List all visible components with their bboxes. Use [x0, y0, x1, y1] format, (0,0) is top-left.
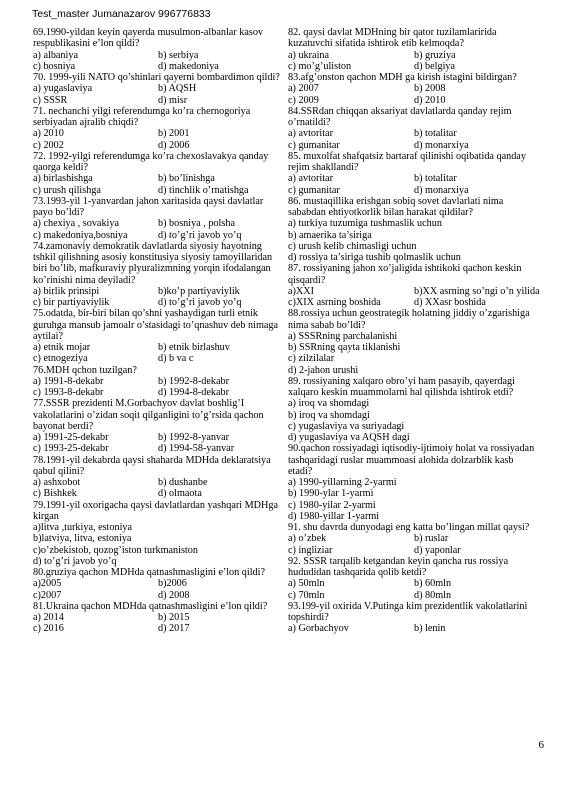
question-text: 71. nechanchi yilgi referendumga ko’ra chernogoriya serbiyadan ajralib chiqdi? — [33, 105, 251, 128]
answer-option: c) mo’g’uliston — [288, 60, 352, 72]
answer-option: c)o’zbekistob, qozog’iston turkmaniston — [33, 544, 198, 556]
question-block — [33, 241, 283, 309]
answer-option: b) serbiya — [158, 49, 199, 61]
answer-option: d) 2-jahon urushi — [288, 364, 359, 376]
question-text: 89. rossiyaning xalqaro obro’yi ham pasayib, qayerdagi xalqaro keskin muammolarni hal qilishda ishtirok etdi? — [288, 375, 515, 398]
answer-options — [288, 128, 540, 151]
question-block — [33, 151, 283, 196]
answer-options — [288, 477, 540, 522]
answer-option: b)2006 — [158, 578, 187, 590]
answer-option: b) bosniya , polsha — [158, 218, 235, 230]
answer-options — [288, 533, 540, 556]
answer-option: c) 1993-8-dekabr — [33, 387, 104, 398]
question-block — [33, 106, 283, 151]
answer-option: c) gumanitar — [288, 139, 340, 151]
answer-options — [288, 173, 540, 196]
answer-option: a) chexiya , sovakiya — [33, 218, 119, 230]
question-text: 73.1993-yil 1-yanvardan jahon xaritasida qaysi davlatlar payo bo’ldi? — [33, 195, 264, 218]
answer-option: a) 2007 — [288, 83, 319, 95]
answer-option: a) 2014 — [33, 612, 64, 623]
question-block — [288, 443, 540, 522]
answer-option: b) 60mln — [414, 578, 452, 590]
answer-option: a)XXI — [288, 285, 315, 297]
answer-option: c) 2009 — [288, 94, 319, 106]
question-text: 88.rossiya uchun geostrategik holatning jiddiy o’zgarishiga nima sabab bo’ldi? — [288, 308, 530, 331]
answer-option: a) 1991-8-dekabr — [33, 375, 104, 387]
question-text: 70. 1999-yili NATO qo’shinlari qayerni bombardimon qildi? — [33, 72, 280, 83]
answer-option: c) urush qilishga — [33, 184, 101, 196]
answer-option: b) totalitar — [414, 173, 457, 185]
answer-option: b) iroq va shomdagi — [288, 409, 370, 421]
answer-option: d) belgiya — [414, 60, 456, 72]
question-text: 69.1990-yildan keyin qayerda musulmon-albanlar kasov respublikasini e’lon qildi? — [33, 27, 264, 50]
answer-option: d) 80mln — [414, 589, 452, 601]
answer-options — [33, 173, 283, 196]
question-block — [288, 376, 540, 444]
answer-option: d) 2008 — [158, 589, 190, 601]
answer-option: d) monarxiya — [414, 139, 469, 151]
answer-option: b) ruslar — [414, 533, 449, 545]
question-text: 86. mustaqillika erishgan sobiq sovet davlarlati nima sababdan ehtiyotkorlik bilan harakat qildilar? — [288, 195, 504, 218]
answer-option: c) 1980-yilar 2-yarmi — [288, 499, 376, 511]
answer-option: a) 50mln — [288, 578, 325, 590]
answer-options — [33, 50, 283, 73]
question-block — [33, 308, 283, 364]
answer-option: b) totalitar — [414, 128, 457, 140]
question-text: 72. 1992-yilgi referendumga ko’ra chexoslavakya qanday qaorga keldi? — [33, 150, 269, 173]
answer-option: a) albaniya — [33, 49, 78, 61]
answer-option: c) makedoniya,bosniya — [33, 229, 128, 241]
answer-option: a)2005 — [33, 578, 62, 590]
question-text: 83.afg’onston qachon MDH ga kirish istagini bildirgan? — [288, 72, 517, 83]
answer-options — [288, 623, 540, 634]
answer-option: c) SSSR — [33, 94, 68, 106]
question-text: 93.199-yil oxirida V.Putinga kim prezidentlik vakolatlarini topshirdi? — [288, 600, 528, 623]
answer-option: c) urush kelib chimasligi uchun — [288, 240, 417, 252]
answer-option: c) Bishkek — [33, 488, 77, 500]
question-block — [33, 455, 283, 500]
answer-option: b) 2015 — [158, 612, 190, 623]
answer-option: a) ukraina — [288, 49, 330, 61]
answer-options — [288, 286, 540, 309]
answer-option: d) to’g’ri javob yo’q — [158, 229, 242, 241]
question-block — [33, 196, 283, 241]
answer-option: a) yugaslaviya — [33, 83, 93, 95]
question-block — [288, 556, 540, 601]
answer-option: b) AQSH — [158, 83, 197, 95]
answer-option: d) 2006 — [158, 139, 190, 151]
answer-option: d) 2010 — [414, 94, 446, 106]
answer-option: b)XX asrning so’ngi o’n yilida — [414, 285, 540, 297]
question-text: 92. SSSR tarqalib ketgandan keyin qancha rus rossiya hududidan tashqarida qolib ketdi? — [288, 555, 509, 578]
answer-option: a) 2010 — [33, 128, 64, 140]
answer-options — [288, 578, 540, 601]
question-block — [33, 72, 283, 106]
answer-option: d) olmaota — [158, 488, 202, 500]
question-block — [288, 601, 540, 635]
answer-option: d) XXasr boshida — [414, 297, 486, 308]
answer-option: b)ko’p partiyaviylik — [158, 285, 240, 297]
question-text: 75.odatda, bir-biri bilan qo’shni yashaydigan turli etnik guruhga mansub jamoalr o’stasidagi to’qnashuv deb nimaga aytilai? — [33, 308, 279, 342]
answer-option: c) gumanitar — [288, 184, 340, 196]
answer-option: a) avtoritar — [288, 128, 333, 140]
answer-option: a) etnik mojar — [33, 342, 91, 353]
question-text: 81.Ukraina qachon MDHda qatnashmasligini e’lon qildi? — [33, 600, 268, 612]
answer-option: a) turkiya tuzumiga tushmaslik uchun — [288, 218, 442, 230]
answer-options — [288, 331, 540, 376]
question-text: 90.qachon rossiyadagi iqtisodiy-ijtimoiy holat va rossiyadan tashqaridagi ruslar muammoasi alohida dolzarblik kasb etadi? — [288, 443, 535, 477]
answer-option: a) 1991-25-dekabr — [33, 432, 109, 443]
question-block — [288, 27, 540, 72]
question-block — [33, 500, 283, 568]
answer-option: c) zilzilalar — [288, 353, 335, 365]
answer-options — [33, 83, 283, 106]
question-block — [288, 308, 540, 376]
answer-option: c) ingliziar — [288, 544, 333, 556]
question-text: 82. qaysi davlat MDHning bir qator tuzilamlaririda kuzatuvchi sifatida ishtirok etib kelmoqda? — [288, 27, 497, 50]
answer-option: d) 1994-58-yanvar — [158, 443, 235, 455]
answer-option: d) b va c — [158, 353, 194, 365]
answer-option: d) makedoniya — [158, 60, 219, 72]
answer-option: a) avtoritar — [288, 173, 333, 185]
answer-option: c) yugaslaviya va suriyadagi — [288, 420, 405, 432]
answer-option: d) 1994-8-dekabr — [158, 387, 230, 398]
answer-option: a) birlashishga — [33, 173, 93, 185]
answer-options — [288, 398, 540, 443]
answer-option: a) SSSRning parchalanishi — [288, 330, 398, 342]
answer-option: d) misr — [158, 94, 188, 106]
answer-option: c) bir partiyaviylik — [33, 297, 110, 308]
answer-option: b) SSRning qayta tiklanishi — [288, 342, 401, 353]
answer-options — [33, 612, 283, 635]
answer-option: d) yaponlar — [414, 544, 461, 556]
answer-options — [33, 128, 283, 151]
answer-option: c) 2016 — [33, 623, 64, 635]
page-header: Test_master Jumanazarov 996776833 — [32, 8, 211, 20]
answer-option: d) to’g’ri javob yo’q — [33, 555, 117, 567]
answer-option: c)XIX asrning boshida — [288, 297, 381, 308]
answer-options — [33, 286, 283, 309]
answer-option: d) rossiya ta’siriga tushib qolmaslik uchun — [288, 252, 461, 263]
answer-option: c) 70mln — [288, 589, 325, 601]
question-text: 80.gruziya qachon MDHda qatnashmasligini e’lon qildi? — [33, 567, 265, 578]
answer-option: a) birlik prinsipi — [33, 285, 100, 297]
answer-options — [288, 83, 540, 106]
answer-option: b) amaerika ta’siriga — [288, 229, 372, 241]
answer-option: c) bosniya — [33, 60, 76, 72]
answer-option: d) yugaslaviya va AQSH dagi — [288, 432, 410, 443]
answer-option: d) tinchlik o’rnatishga — [158, 184, 249, 196]
answer-option: a) iroq va shomdagi — [288, 398, 370, 410]
answer-option: b)latviya, litva, estoniya — [33, 533, 132, 545]
answer-options — [33, 218, 283, 241]
answer-option: a)litva ,turkiya, estoniya — [33, 522, 133, 533]
answer-option: a) ashxobot — [33, 477, 81, 488]
answer-options — [33, 376, 283, 399]
answer-options — [33, 432, 283, 455]
answer-option: c) 2002 — [33, 139, 64, 151]
answer-option: b) 1990-ylar 1-yarmi — [288, 488, 374, 500]
answer-option: b) etnik birlashuv — [158, 342, 230, 353]
question-text: 74.zamonaviy demokratik davlatlarda siyosiy hayotning tshkil qilishning asosiy konstitusiya siyosiy tamoyillaridan biri bo’lib, mafkuraviy plyuralizmning yorqin ifodalangan ko’rinishi nima deyiladi? — [33, 240, 273, 286]
page-number: 6 — [538, 739, 544, 751]
question-text: 78.1991-yil dekabrda qaysi shaharda MDHda deklaratsiya qabul qilini? — [33, 454, 271, 477]
question-block — [33, 567, 283, 601]
answer-option: c)2007 — [33, 589, 62, 601]
question-text: 87. rossiyaning jahon xo’jaligida ishtikoki qachon keskin qisqardi? — [288, 263, 522, 286]
answer-option: c) 1993-25-dekabr — [33, 443, 109, 455]
answer-option: b) lenin — [414, 623, 446, 635]
question-text: 77.SSSR prezidenti M.Gorbachyov davlat boshlig’I vakolatlarini o’zidan soqit qilganligini to’g’rsida qachon bayonat berdi? — [33, 398, 264, 432]
answer-option: d) to’g’ri javob yo’q — [158, 297, 242, 308]
answer-options — [33, 522, 283, 567]
question-block — [288, 106, 540, 151]
answer-options — [33, 477, 283, 500]
answer-option: b) gruziya — [414, 49, 456, 61]
question-block — [288, 263, 540, 308]
question-block — [33, 398, 283, 454]
answer-options — [33, 342, 283, 365]
question-block — [288, 72, 540, 106]
answer-option: d) 2017 — [158, 623, 190, 635]
question-text: 79.1991-yil oxorigacha qaysi davlatlardan yashqari MDHga kirgan — [33, 499, 278, 522]
left-column — [33, 27, 283, 635]
question-text: 85. muxolfat shafqatsiz bartaraf qilinishi oqibatida qanday rejim shakllandi? — [288, 150, 526, 173]
question-block — [288, 522, 540, 556]
answer-option: c) etnogeziya — [33, 353, 88, 365]
question-block — [288, 151, 540, 196]
answer-option: b) bo’linishga — [158, 173, 215, 185]
question-text: 76.MDH qchon tuzilgan? — [33, 364, 137, 376]
answer-option: b) 2001 — [158, 128, 190, 140]
answer-option: b) dushanbe — [158, 477, 208, 488]
question-text: 84.SSRdan chiqqan aksariyat davlatlarda qanday rejim o’rnatildi? — [288, 105, 512, 128]
answer-options — [288, 50, 540, 73]
right-column — [288, 27, 540, 635]
answer-option: b) 2008 — [414, 83, 446, 95]
answer-options — [288, 218, 540, 263]
question-block — [33, 601, 283, 635]
answer-option: d) 1980-yillar 1-yarmi — [288, 510, 380, 522]
answer-option: b) 1992-8-yanvar — [158, 432, 230, 443]
answer-option: b) 1992-8-dekabr — [158, 375, 230, 387]
answer-option: a) Gorbachyov — [288, 623, 349, 635]
answer-option: a) o’zbek — [288, 533, 327, 545]
answer-options — [33, 578, 283, 601]
question-text: 91. shu davrda dunyodagi eng katta bo’lingan millat qaysi? — [288, 522, 530, 533]
answer-option: d) monarxiya — [414, 184, 469, 196]
answer-option: a) 1990-yillarning 2-yarmi — [288, 477, 397, 488]
question-block — [288, 196, 540, 264]
question-block — [33, 365, 283, 399]
question-block — [33, 27, 283, 72]
